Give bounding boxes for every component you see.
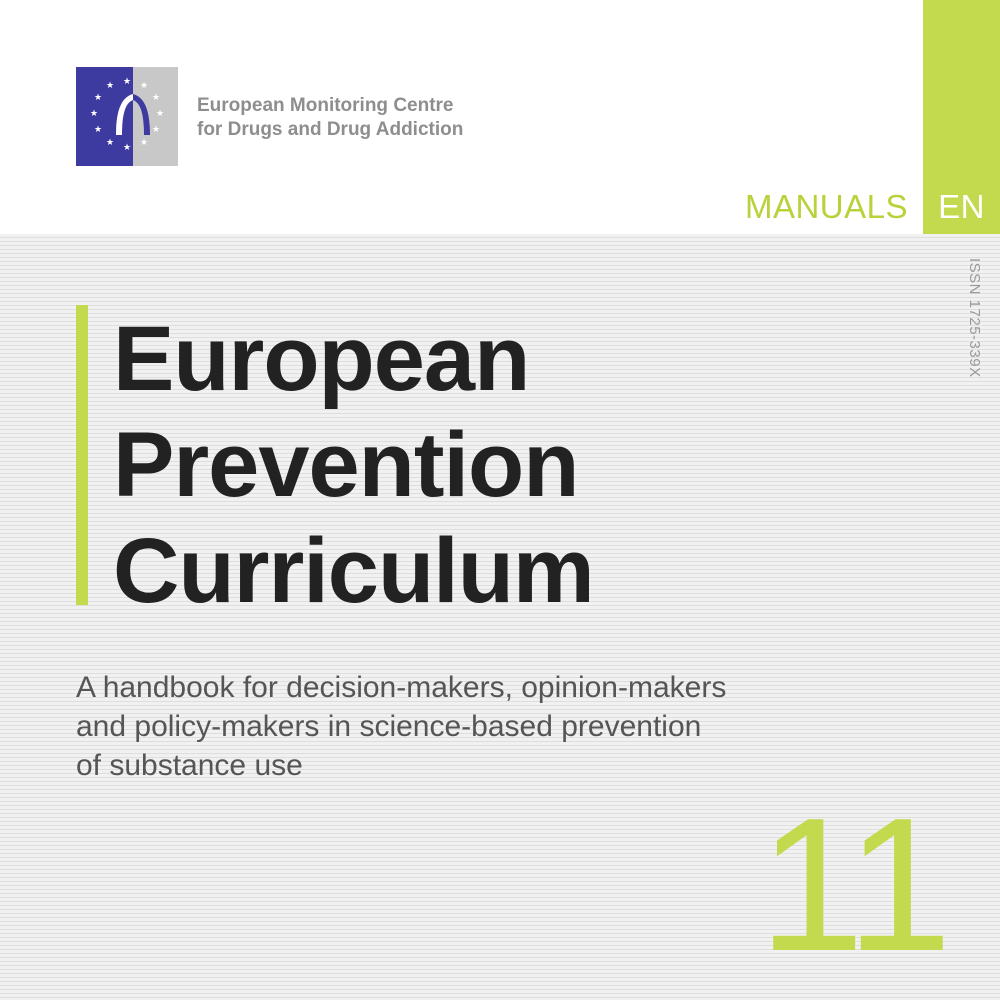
svg-text:★: ★	[139, 81, 149, 91]
subtitle-line-3: of substance use	[76, 749, 303, 782]
emcdda-logo-icon	[76, 67, 178, 166]
volume-number: 11	[758, 779, 948, 991]
page-title	[113, 306, 594, 624]
organization-name-line2: for Drugs and Drug Addiction	[197, 119, 464, 140]
subtitle-line-2: and policy-makers in science-based prevention	[76, 710, 702, 743]
title-line-1: European	[113, 308, 530, 410]
issn-number: ISSN 1725-339X	[966, 258, 983, 378]
organization-name-line1: European Monitoring Centre	[197, 95, 454, 116]
svg-text:★: ★	[105, 81, 115, 91]
title-line-3: Curriculum	[113, 520, 594, 622]
svg-text:★: ★	[122, 143, 132, 153]
title-line-2: Prevention	[113, 414, 579, 516]
svg-text:★: ★	[151, 93, 161, 103]
organization-name	[197, 94, 463, 142]
subtitle-line-1: A handbook for decision-makers, opinion-makers	[76, 671, 727, 704]
title-accent-bar	[76, 305, 88, 605]
svg-text:★: ★	[151, 125, 161, 135]
subtitle	[76, 668, 856, 785]
svg-text:★: ★	[155, 109, 165, 119]
language-code: EN	[938, 188, 985, 225]
series-label: MANUALS	[744, 188, 908, 225]
svg-text:★: ★	[93, 93, 103, 103]
svg-text:★: ★	[105, 138, 115, 148]
svg-text:★: ★	[122, 77, 132, 87]
svg-text:★: ★	[89, 109, 99, 119]
svg-text:★: ★	[139, 138, 149, 148]
svg-text:★: ★	[93, 125, 103, 135]
